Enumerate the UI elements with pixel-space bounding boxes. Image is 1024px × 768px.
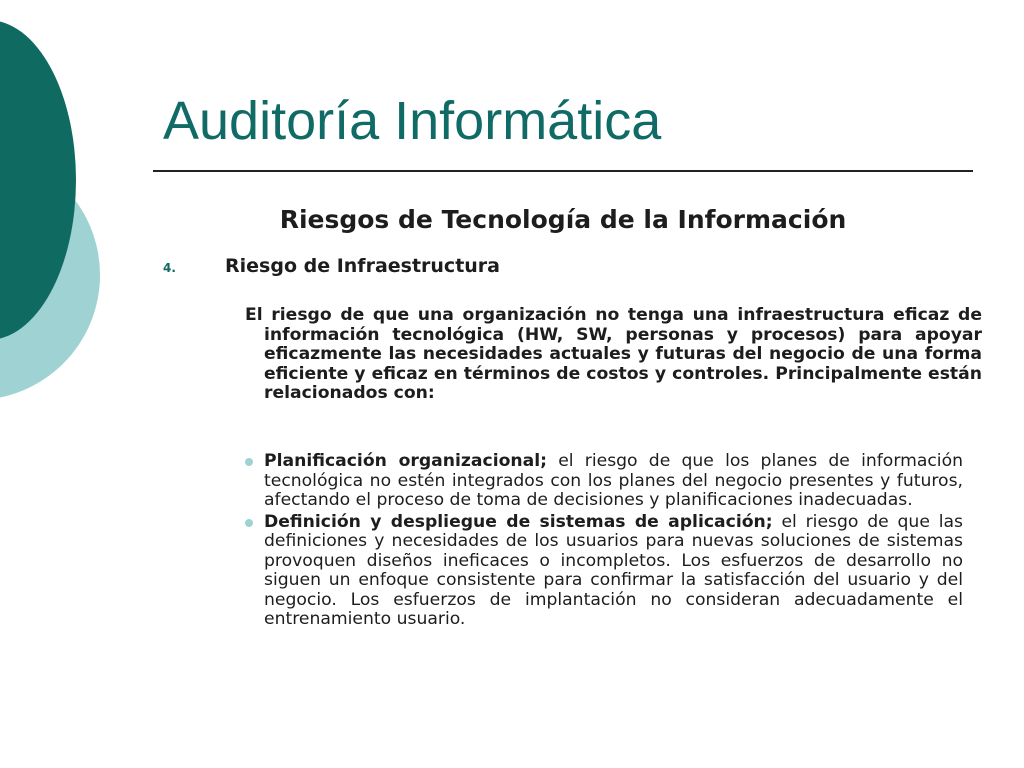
title-divider [153, 170, 973, 172]
bullet-dot-icon [245, 458, 253, 466]
bullet-text: el riesgo de que los planes de información tecnológica no estén integrados con los planes del negocio presentes y futuros, afectando el proceso de toma de decisiones y planificaciones inadecuadas. [264, 451, 963, 510]
section-title: Riesgo de Infraestructura [225, 255, 500, 277]
bullet-item [245, 513, 963, 630]
slide-title: Auditoría Informática [163, 91, 662, 151]
bullet-item [245, 452, 963, 511]
intro-paragraph: El riesgo de que una organización no tenga una infraestructura eficaz de información tecnológica (HW, SW, personas y procesos) para apoyar eficazmente las necesidades actuales y futuras del negocio de una forma eficiente y eficaz en términos de costos y controles. Principalmente están relacionados con: [245, 305, 982, 403]
section-number: 4. [163, 261, 176, 275]
bullet-list [245, 452, 963, 632]
slide-subtitle: Riesgos de Tecnología de la Información [279, 205, 847, 234]
section-heading [163, 255, 500, 277]
bullet-term: Planificación organizacional; [264, 451, 547, 471]
bullet-text: el riesgo de que las definiciones y necesidades de los usuarios para nuevas soluciones de sistemas provoquen diseños ineficaces o incompletos. Los esfuerzos de desarrollo no siguen un enfoque consistente para confirmar la satisfacción del usuario y del negocio. Los esfuerzos de implantación no consideran adecuadamente el entrenamiento usuario. [264, 511, 963, 629]
bullet-dot-icon [245, 519, 253, 527]
bullet-term: Definición y despliegue de sistemas de aplicación; [264, 511, 773, 532]
